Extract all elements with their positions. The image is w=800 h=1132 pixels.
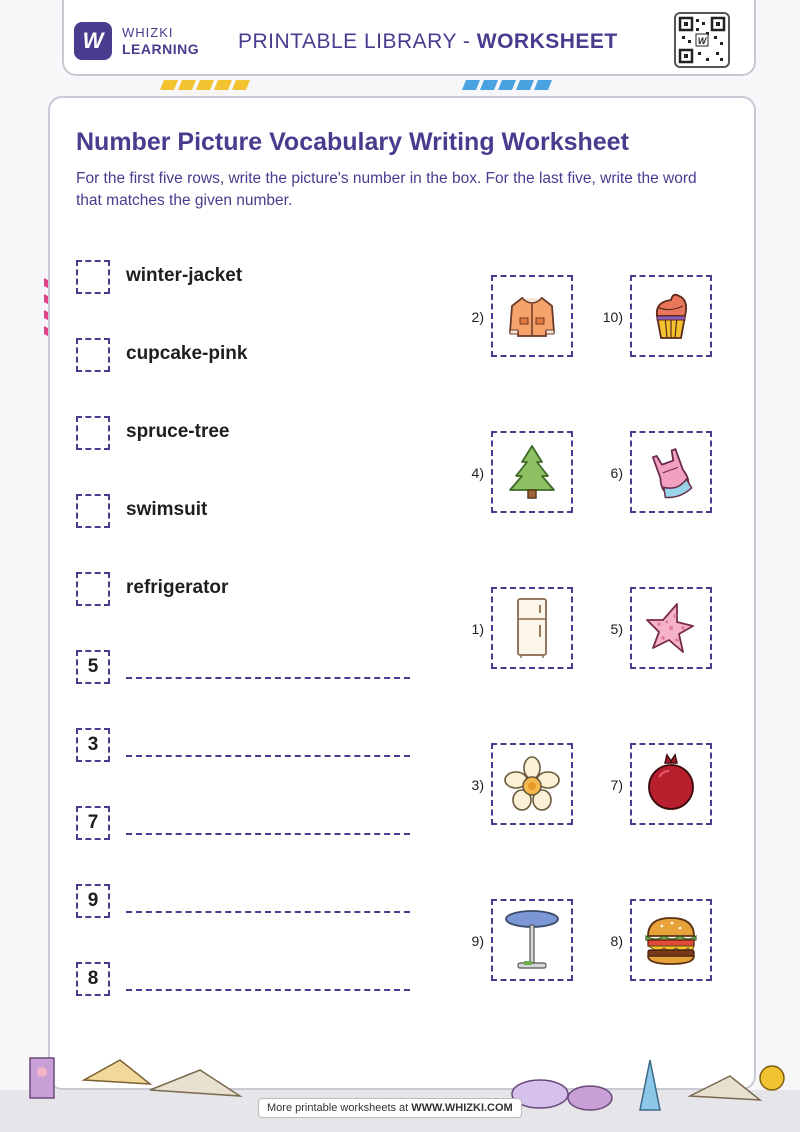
picture-number: 8) xyxy=(610,933,623,949)
picture-number: 3) xyxy=(471,777,484,793)
number-box: 3 xyxy=(76,728,110,762)
word-label: refrigerator xyxy=(126,577,229,598)
word-label: swimsuit xyxy=(126,499,208,520)
writing-line-5[interactable] xyxy=(126,989,410,991)
logo-text-line2: LEARNING xyxy=(122,41,200,57)
picture-card xyxy=(491,743,573,825)
word-label: spruce-tree xyxy=(126,421,230,442)
footer-banner xyxy=(258,1098,522,1118)
answer-box-2[interactable] xyxy=(76,338,110,372)
writing-line-3[interactable] xyxy=(126,833,410,835)
swimsuit-icon xyxy=(643,444,699,500)
worksheet-instructions: For the first five rows, write the picture's number in the box. For the last five, write the word that matches the given number. xyxy=(76,170,697,209)
writing-line-1[interactable] xyxy=(126,677,410,679)
picture-card xyxy=(491,899,573,981)
hamburger-icon xyxy=(642,912,700,968)
daffodil-icon xyxy=(504,756,560,812)
picture-card xyxy=(630,275,712,357)
whizki-logo-icon[interactable]: W xyxy=(74,22,112,60)
logo-text-line1: WHIZKI xyxy=(122,25,174,40)
picture-card xyxy=(491,587,573,669)
starfish-icon xyxy=(641,598,701,658)
answer-box-1[interactable] xyxy=(76,260,110,294)
writing-line-4[interactable] xyxy=(126,911,410,913)
cupcake-icon xyxy=(643,288,699,344)
word-label: cupcake-pink xyxy=(126,343,248,364)
picture-card xyxy=(630,743,712,825)
number-box: 7 xyxy=(76,806,110,840)
picture-number: 10) xyxy=(602,309,623,325)
qr-code-icon[interactable] xyxy=(674,12,730,68)
header-title-regular: PRINTABLE LIBRARY - xyxy=(238,30,477,53)
worksheet-title: Number Picture Vocabulary Writing Worksheet xyxy=(76,128,629,156)
picture-number: 2) xyxy=(471,309,484,325)
picture-number: 5) xyxy=(610,621,623,637)
blue-stripes-decoration xyxy=(462,78,562,92)
word-label: winter-jacket xyxy=(126,265,243,286)
picture-card xyxy=(491,431,573,513)
spruce-tree-icon xyxy=(504,442,560,502)
answer-box-3[interactable] xyxy=(76,416,110,450)
header-title xyxy=(238,30,618,54)
picture-card xyxy=(630,899,712,981)
qr-mark: W xyxy=(697,36,707,46)
number-box: 9 xyxy=(76,884,110,918)
answer-box-5[interactable] xyxy=(76,572,110,606)
number-box: 5 xyxy=(76,650,110,684)
picture-number: 9) xyxy=(471,933,484,949)
footer-text: More printable worksheets at xyxy=(267,1102,412,1114)
yellow-stripes-decoration xyxy=(160,78,260,92)
header-title-bold: WORKSHEET xyxy=(476,30,618,53)
jacket-icon xyxy=(504,288,560,344)
bottom-scene-decoration xyxy=(0,1040,800,1132)
writing-line-2[interactable] xyxy=(126,755,410,757)
number-box: 8 xyxy=(76,962,110,996)
picture-number: 6) xyxy=(610,465,623,481)
refrigerator-icon xyxy=(512,595,552,661)
picture-number: 1) xyxy=(471,621,484,637)
table-icon xyxy=(502,907,562,973)
footer-link[interactable]: WWW.WHIZKI.COM xyxy=(411,1102,513,1114)
answer-box-4[interactable] xyxy=(76,494,110,528)
picture-number: 7) xyxy=(610,777,623,793)
picture-card xyxy=(491,275,573,357)
pomegranate-icon xyxy=(643,753,699,815)
picture-card xyxy=(630,431,712,513)
picture-number: 4) xyxy=(471,465,484,481)
picture-card xyxy=(630,587,712,669)
